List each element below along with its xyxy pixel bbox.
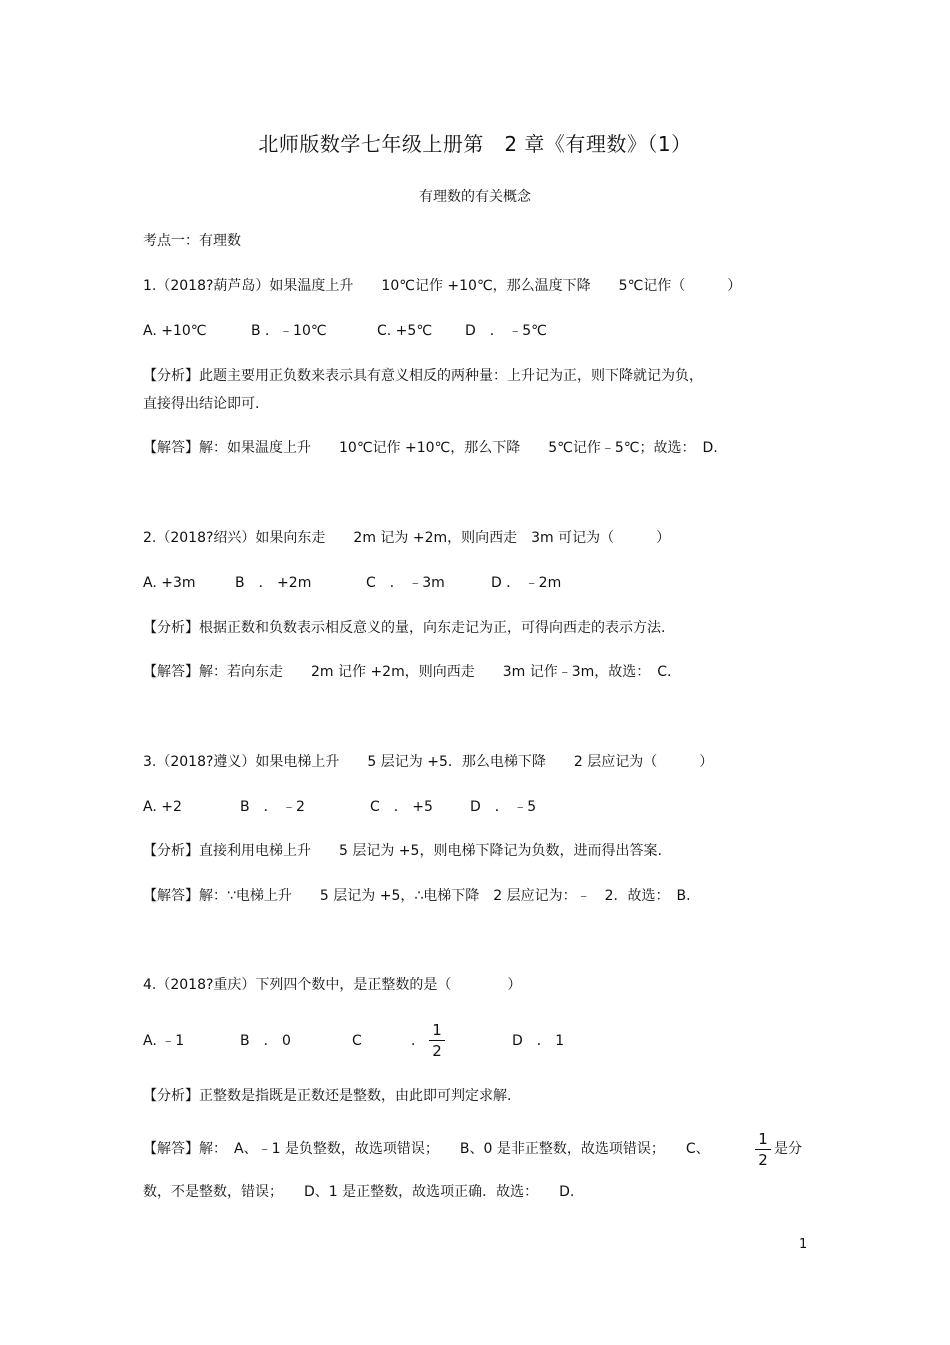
q1-option-c: C. +5℃ bbox=[377, 323, 433, 339]
q3-answer: 【解答】解：∵电梯上升 5 层记为 +5，∴电梯下降 2 层应记为：﹣ 2．故选： B. bbox=[143, 888, 691, 904]
q4-analysis: 【分析】正整数是指既是正数还是整数，由此即可判定求解. bbox=[143, 1088, 512, 1104]
q2-option-d: D ． ﹣2m bbox=[491, 575, 562, 591]
q1-analysis: 【分析】此题主要用正负数来表示具有意义相反的两种量：上升记为正，则下降就记为负， bbox=[143, 368, 703, 384]
section-heading: 考点一：有理数 bbox=[143, 233, 241, 249]
q2-analysis: 【分析】根据正数和负数表示相反意义的量，向东走记为正，可得向西走的表示方法. bbox=[143, 620, 666, 636]
q2-stem: 2.（2018?绍兴）如果向东走 2m 记为 +2m，则向西走 3m 可记为（ ） bbox=[143, 530, 671, 546]
fraction-numerator: 1 bbox=[758, 1130, 768, 1148]
q2-option-c: C ． ﹣3m bbox=[366, 575, 445, 591]
q2-option-a: A. +3m bbox=[143, 575, 196, 591]
q3-option-c: C ． +5 bbox=[370, 799, 433, 815]
q4-option-b: B ． 0 bbox=[240, 1033, 291, 1049]
q3-option-d: D ． ﹣5 bbox=[470, 799, 537, 815]
page-title: 北师版数学七年级上册第 2 章《有理数》（1） bbox=[258, 132, 692, 156]
q1-stem: 1.（2018?葫芦岛）如果温度上升 10℃记作 +10℃，那么温度下降 5℃记作（ ） bbox=[143, 278, 742, 294]
q4-option-a: A. ﹣1 bbox=[143, 1033, 185, 1049]
q1-option-b: B ．﹣10℃ bbox=[251, 323, 327, 339]
q4-option-c: C bbox=[352, 1033, 362, 1049]
q4-option-c-fraction bbox=[429, 1021, 445, 1060]
page-number: 1 bbox=[799, 1237, 808, 1252]
q1-option-d: D ． ﹣5℃ bbox=[465, 323, 547, 339]
q1-answer: 【解答】解：如果温度上升 10℃记作 +10℃，那么下降 5℃记作﹣5℃；故选： D. bbox=[143, 440, 718, 456]
q4-stem: 4.（2018?重庆）下列四个数中，是正整数的是（ ） bbox=[143, 977, 522, 993]
q2-option-b: B ． +2m bbox=[235, 575, 312, 591]
q3-stem: 3.（2018?遵义）如果电梯上升 5 层记为 +5．那么电梯下降 2 层应记为（ ） bbox=[143, 754, 714, 770]
q4-answer-line2: 数，不是整数，错误； D、1 是正整数，故选项正确．故选： D. bbox=[143, 1184, 575, 1200]
q4-answer: 【解答】解： A、﹣1 是负整数，故选项错误； B、0 是非正整数，故选项错误； C、 bbox=[143, 1141, 710, 1157]
q3-option-a: A. +2 bbox=[143, 799, 182, 815]
q1-analysis-cont: 直接得出结论即可. bbox=[143, 396, 260, 412]
q4-option-d: D ． 1 bbox=[512, 1033, 565, 1049]
q1-option-a: A. +10℃ bbox=[143, 323, 207, 339]
fraction-denominator: 2 bbox=[432, 1042, 442, 1060]
q3-analysis: 【分析】直接利用电梯上升 5 层记为 +5，则电梯下降记为负数，进而得出答案. bbox=[143, 843, 662, 859]
q2-answer: 【解答】解：若向东走 2m 记作 +2m，则向西走 3m 记作﹣3m，故选： C. bbox=[143, 664, 672, 680]
fraction-bar bbox=[429, 1040, 445, 1041]
fraction-denominator: 2 bbox=[758, 1151, 768, 1169]
fraction-numerator: 1 bbox=[432, 1021, 442, 1039]
q4-answer-cont: 是分 bbox=[774, 1141, 802, 1157]
page-subtitle: 有理数的有关概念 bbox=[419, 189, 531, 205]
q4-option-c-dot: ． bbox=[411, 1033, 425, 1049]
q4-answer-fraction bbox=[755, 1130, 771, 1169]
q3-option-b: B ． ﹣2 bbox=[240, 799, 305, 815]
fraction-bar bbox=[755, 1149, 771, 1150]
